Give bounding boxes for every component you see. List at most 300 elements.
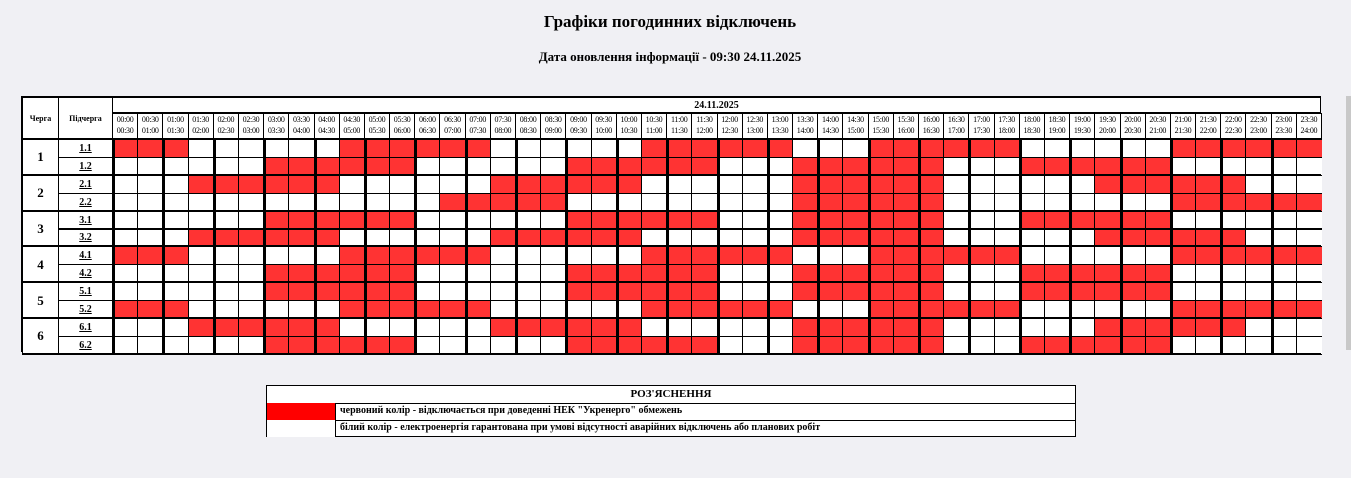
slot-start-time: 17:00	[973, 115, 990, 124]
outage-slot	[1296, 246, 1322, 265]
power-slot	[288, 246, 314, 265]
power-slot	[515, 139, 541, 158]
power-slot	[414, 211, 440, 230]
power-slot	[288, 139, 314, 158]
slot-end-time: 20:00	[1099, 126, 1116, 135]
outage-slot	[868, 282, 894, 301]
slot-end-time: 21:00	[1149, 126, 1167, 135]
slot-end-time: 00:30	[116, 126, 134, 135]
slot-end-time: 07:30	[469, 126, 487, 135]
power-slot	[188, 139, 214, 158]
outage-slot	[565, 175, 591, 194]
outage-slot	[842, 175, 868, 194]
time-slot-header	[565, 113, 591, 139]
time-slot-header	[465, 113, 491, 139]
outage-slot	[893, 211, 919, 230]
queue-label: 1	[22, 139, 59, 176]
outage-slot	[188, 175, 214, 194]
slot-end-time: 22:00	[1199, 126, 1217, 135]
time-slot-header	[288, 113, 314, 139]
slot-end-time: 16:30	[922, 126, 940, 135]
slot-start-time: 23:00	[1275, 115, 1293, 124]
outage-slot	[1271, 246, 1297, 265]
outage-slot	[364, 139, 390, 158]
slot-start-time: 08:30	[544, 115, 562, 124]
power-slot	[842, 139, 868, 158]
power-slot	[1069, 318, 1095, 337]
slot-start-time: 19:30	[1099, 115, 1116, 124]
outage-slot	[288, 175, 314, 194]
slot-start-time: 02:00	[217, 115, 235, 124]
power-slot	[213, 139, 239, 158]
outage-slot	[339, 282, 365, 301]
time-slot-header	[792, 113, 818, 139]
subqueue-link[interactable]: 1.2	[58, 157, 113, 176]
time-slot-header	[490, 113, 516, 139]
time-slot-header	[868, 113, 894, 139]
slot-end-time: 08:30	[519, 126, 537, 135]
outage-slot	[641, 246, 667, 265]
outage-slot	[868, 246, 894, 265]
slot-end-time: 09:30	[570, 126, 587, 135]
time-slot-header	[137, 113, 163, 139]
outage-slot	[515, 175, 541, 194]
time-slot-header	[414, 113, 440, 139]
outage-slot	[1195, 139, 1221, 158]
outage-slot	[1069, 211, 1095, 230]
outage-slot	[1044, 211, 1070, 230]
outage-slot	[515, 318, 541, 337]
outage-slot	[918, 175, 944, 194]
outage-slot	[1120, 282, 1146, 301]
power-slot	[666, 318, 692, 337]
power-slot	[616, 139, 642, 158]
outage-slot	[1195, 246, 1221, 265]
outage-slot	[213, 318, 239, 337]
time-slot-header	[364, 113, 390, 139]
outage-slot	[540, 175, 566, 194]
power-slot	[1245, 282, 1271, 301]
queue-label: 2	[22, 175, 59, 212]
slot-start-time: 12:30	[746, 115, 764, 124]
outage-slot	[389, 211, 415, 230]
slot-start-time: 22:00	[1224, 115, 1242, 124]
power-slot	[1296, 175, 1322, 194]
outage-slot	[339, 139, 365, 158]
power-slot	[439, 211, 465, 230]
slot-start-time: 01:30	[192, 115, 210, 124]
power-slot	[565, 246, 591, 265]
time-slot-header	[817, 113, 843, 139]
time-slot-header	[162, 113, 188, 139]
outage-slot	[616, 211, 642, 230]
power-slot	[490, 246, 516, 265]
slot-end-time: 12:00	[696, 126, 713, 135]
outage-slot	[238, 318, 264, 337]
power-slot	[389, 175, 415, 194]
outage-slot	[943, 139, 969, 158]
power-slot	[943, 211, 969, 230]
power-slot	[263, 139, 289, 158]
subqueue-link[interactable]: 3.2	[58, 229, 113, 248]
outage-slot	[616, 175, 642, 194]
time-slot-header	[1170, 113, 1196, 139]
power-slot	[465, 211, 491, 230]
subqueue-link[interactable]: 5.2	[58, 300, 113, 319]
outage-slot	[1296, 139, 1322, 158]
slot-start-time: 20:00	[1124, 115, 1141, 124]
power-slot	[540, 282, 566, 301]
outage-slot	[893, 282, 919, 301]
time-slot-header	[1271, 113, 1297, 139]
power-slot	[439, 318, 465, 337]
outage-slot	[1120, 175, 1146, 194]
outage-slot	[591, 211, 617, 230]
slot-end-time: 10:00	[595, 126, 613, 135]
slot-start-time: 12:00	[721, 115, 738, 124]
outage-slot	[691, 246, 717, 265]
power-slot	[188, 211, 214, 230]
power-slot	[112, 211, 138, 230]
outage-slot	[263, 211, 289, 230]
slot-start-time: 08:00	[519, 115, 537, 124]
slot-start-time: 03:00	[267, 115, 285, 124]
time-slot-header	[968, 113, 994, 139]
outage-slot	[1094, 282, 1120, 301]
outage-slot	[868, 139, 894, 158]
time-slot-header	[1296, 113, 1322, 139]
time-slot-header	[263, 113, 289, 139]
outage-slot	[717, 139, 743, 158]
power-slot	[162, 211, 188, 230]
power-slot	[742, 282, 768, 301]
power-slot	[1145, 139, 1171, 158]
power-slot	[1195, 211, 1221, 230]
outage-slot	[1145, 175, 1171, 194]
power-slot	[742, 175, 768, 194]
power-slot	[490, 139, 516, 158]
queue-label: 4	[22, 246, 59, 283]
power-slot	[1296, 282, 1322, 301]
slot-end-time: 12:30	[721, 126, 738, 135]
outage-slot	[591, 282, 617, 301]
power-slot	[465, 318, 491, 337]
slot-start-time: 23:30	[1300, 115, 1318, 124]
power-slot	[641, 175, 667, 194]
power-slot	[666, 175, 692, 194]
slot-end-time: 11:00	[645, 126, 663, 135]
time-slot-header	[389, 113, 415, 139]
power-slot	[439, 175, 465, 194]
slot-start-time: 16:00	[922, 115, 940, 124]
time-slot-header	[1069, 113, 1095, 139]
power-slot	[691, 318, 717, 337]
page-title: Графіки погодинних відключень	[543, 12, 797, 31]
time-slot-header	[314, 113, 340, 139]
time-slot-header	[1094, 113, 1120, 139]
power-slot	[1271, 318, 1297, 337]
outage-schedule-table	[21, 96, 1321, 352]
outage-slot	[817, 318, 843, 337]
outage-slot	[792, 318, 818, 337]
power-slot	[515, 282, 541, 301]
power-slot	[515, 246, 541, 265]
outage-slot	[1145, 318, 1171, 337]
power-slot	[238, 139, 264, 158]
subqueue-link[interactable]: 2.2	[58, 193, 113, 212]
power-slot	[414, 175, 440, 194]
outage-slot	[314, 318, 340, 337]
slot-end-time: 06:30	[418, 126, 436, 135]
outage-slot	[717, 246, 743, 265]
power-slot	[1170, 282, 1196, 301]
power-slot	[591, 246, 617, 265]
power-slot	[213, 246, 239, 265]
outage-slot	[792, 175, 818, 194]
power-slot	[565, 139, 591, 158]
outage-slot	[918, 318, 944, 337]
time-slot-header	[842, 113, 868, 139]
slot-start-time: 09:00	[570, 115, 587, 124]
outage-slot	[893, 175, 919, 194]
slot-end-time: 02:00	[192, 126, 210, 135]
power-slot	[994, 318, 1020, 337]
slot-end-time: 18:00	[998, 126, 1016, 135]
outage-slot	[439, 246, 465, 265]
outage-slot	[1245, 246, 1271, 265]
power-slot	[717, 175, 743, 194]
slot-end-time: 07:00	[444, 126, 461, 135]
slot-end-time: 24:00	[1300, 126, 1318, 135]
slot-end-time: 23:00	[1250, 126, 1267, 135]
power-slot	[943, 318, 969, 337]
slot-start-time: 07:30	[494, 115, 512, 124]
subqueue-link[interactable]: 5.1	[58, 282, 113, 301]
subqueue-link[interactable]: 4.2	[58, 264, 113, 283]
outage-slot	[691, 139, 717, 158]
power-slot	[1145, 246, 1171, 265]
outage-slot	[994, 246, 1020, 265]
slot-start-time: 05:30	[393, 115, 411, 124]
power-slot	[540, 139, 566, 158]
outage-slot	[817, 175, 843, 194]
time-slot-header	[1245, 113, 1271, 139]
slot-end-time: 14:30	[821, 126, 839, 135]
power-slot	[792, 246, 818, 265]
power-slot	[742, 318, 768, 337]
outage-slot	[565, 318, 591, 337]
power-slot	[742, 211, 768, 230]
outage-slot	[868, 318, 894, 337]
slot-start-time: 17:30	[998, 115, 1016, 124]
outage-slot	[288, 318, 314, 337]
power-slot	[1044, 246, 1070, 265]
power-slot	[943, 282, 969, 301]
power-slot	[339, 318, 365, 337]
time-slot-header	[641, 113, 667, 139]
outage-slot	[666, 246, 692, 265]
power-slot	[817, 246, 843, 265]
outage-slot	[389, 246, 415, 265]
legend-swatch-white	[267, 420, 336, 437]
power-slot	[641, 318, 667, 337]
legend-swatch-red	[267, 403, 336, 420]
outage-slot	[893, 318, 919, 337]
outage-slot	[1120, 211, 1146, 230]
outage-slot	[1145, 211, 1171, 230]
outage-slot	[263, 318, 289, 337]
slot-start-time: 18:00	[1023, 115, 1041, 124]
outage-slot	[666, 282, 692, 301]
outage-slot	[1094, 211, 1120, 230]
outage-slot	[641, 282, 667, 301]
subqueue-link[interactable]: 6.2	[58, 336, 113, 355]
time-slot-header	[591, 113, 617, 139]
power-slot	[1271, 282, 1297, 301]
queue-label: 3	[22, 211, 59, 248]
power-slot	[490, 211, 516, 230]
power-slot	[717, 282, 743, 301]
outage-slot	[1220, 318, 1246, 337]
legend-text-on: білий колір - електроенергія гарантована при умові відсутності аварійних відключень або планових робіт	[340, 422, 821, 433]
power-slot	[767, 175, 793, 194]
outage-slot	[842, 282, 868, 301]
slot-start-time: 13:00	[771, 115, 789, 124]
slot-end-time: 13:30	[771, 126, 789, 135]
time-slot-header	[943, 113, 969, 139]
power-slot	[1120, 139, 1146, 158]
slot-end-time: 10:30	[620, 126, 638, 135]
slot-start-time: 00:00	[116, 115, 134, 124]
subqueue-link[interactable]: 3.1	[58, 211, 113, 230]
power-slot	[213, 211, 239, 230]
slot-start-time: 20:30	[1149, 115, 1167, 124]
outage-slot	[389, 139, 415, 158]
outage-slot	[288, 211, 314, 230]
power-slot	[439, 282, 465, 301]
power-slot	[767, 318, 793, 337]
time-slot-header	[918, 113, 944, 139]
outage-slot	[162, 246, 188, 265]
vertical-scrollbar[interactable]	[1346, 96, 1351, 350]
power-slot	[1019, 139, 1045, 158]
slot-start-time: 13:30	[796, 115, 814, 124]
power-slot	[414, 318, 440, 337]
outage-slot	[616, 318, 642, 337]
slot-start-time: 09:30	[595, 115, 613, 124]
slot-start-time: 05:00	[368, 115, 386, 124]
slot-end-time: 15:00	[847, 126, 864, 135]
slot-end-time: 19:00	[1048, 126, 1066, 135]
power-slot	[1094, 246, 1120, 265]
slot-start-time: 01:00	[167, 115, 184, 124]
outage-slot	[540, 318, 566, 337]
outage-slot	[162, 139, 188, 158]
outage-slot	[1271, 139, 1297, 158]
time-slot-header	[339, 113, 365, 139]
slot-start-time: 18:30	[1048, 115, 1066, 124]
time-slot-header	[893, 113, 919, 139]
power-slot	[490, 282, 516, 301]
power-slot	[414, 282, 440, 301]
power-slot	[1044, 175, 1070, 194]
time-slot-header	[1145, 113, 1171, 139]
power-slot	[717, 211, 743, 230]
outage-slot	[591, 318, 617, 337]
legend	[266, 385, 1076, 437]
outage-slot	[666, 139, 692, 158]
legend-row-on	[267, 420, 1075, 437]
power-slot	[968, 282, 994, 301]
outage-slot	[1069, 282, 1095, 301]
outage-slot	[817, 282, 843, 301]
power-slot	[1019, 318, 1045, 337]
outage-slot	[314, 211, 340, 230]
power-slot	[1019, 246, 1045, 265]
power-slot	[112, 175, 138, 194]
power-slot	[1271, 211, 1297, 230]
outage-slot	[414, 139, 440, 158]
power-slot	[994, 211, 1020, 230]
outage-slot	[288, 282, 314, 301]
power-slot	[162, 318, 188, 337]
power-slot	[591, 139, 617, 158]
power-slot	[540, 211, 566, 230]
slot-start-time: 00:30	[141, 115, 159, 124]
power-slot	[112, 318, 138, 337]
power-slot	[314, 139, 340, 158]
slot-end-time: 17:00	[947, 126, 965, 135]
power-slot	[188, 282, 214, 301]
outage-slot	[1044, 282, 1070, 301]
slot-end-time: 05:30	[368, 126, 386, 135]
outage-slot	[691, 211, 717, 230]
power-slot	[364, 318, 390, 337]
outage-slot	[943, 246, 969, 265]
outage-slot	[1170, 246, 1196, 265]
outage-slot	[1195, 318, 1221, 337]
power-slot	[968, 318, 994, 337]
slot-end-time: 23:30	[1275, 126, 1293, 135]
slot-end-time: 19:30	[1073, 126, 1091, 135]
outage-slot	[490, 318, 516, 337]
power-slot	[943, 175, 969, 194]
outage-slot	[893, 139, 919, 158]
queue-label: 6	[22, 318, 59, 355]
outage-slot	[1220, 175, 1246, 194]
subqueue-link[interactable]: 2.1	[58, 175, 113, 194]
slot-start-time: 11:00	[671, 115, 688, 124]
subqueue-link[interactable]: 1.1	[58, 139, 113, 158]
outage-slot	[591, 175, 617, 194]
slot-end-time: 06:00	[393, 126, 411, 135]
slot-end-time: 03:00	[242, 126, 260, 135]
legend-text-off: червоний колір - відключається при доведенні НЕК "Укренерго" обмежень	[340, 405, 683, 416]
slot-end-time: 08:00	[494, 126, 512, 135]
slot-start-time: 06:30	[444, 115, 461, 124]
power-slot	[717, 318, 743, 337]
subqueue-link[interactable]: 4.1	[58, 246, 113, 265]
power-slot	[792, 139, 818, 158]
slot-start-time: 22:30	[1250, 115, 1267, 124]
subqueue-header: Підчерга	[58, 97, 113, 139]
slot-start-time: 21:00	[1174, 115, 1192, 124]
time-slot-header	[1019, 113, 1045, 139]
outage-slot	[691, 282, 717, 301]
power-slot	[364, 175, 390, 194]
subqueue-link[interactable]: 6.1	[58, 318, 113, 337]
outage-slot	[137, 246, 163, 265]
